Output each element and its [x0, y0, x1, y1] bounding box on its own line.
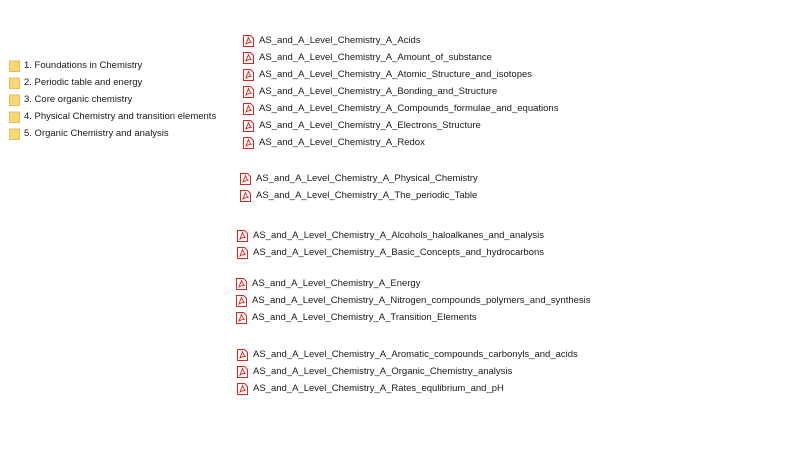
pdf-file-icon [240, 190, 251, 202]
pdf-file-icon [237, 349, 248, 361]
folder-list [9, 57, 216, 142]
file-label: AS_and_A_Level_Chemistry_A_Nitrogen_compounds_polymers_and_synthesis [252, 295, 591, 306]
pdf-file-icon [243, 103, 254, 115]
file-label: AS_and_A_Level_Chemistry_A_Basic_Concepts_and_hydrocarbons [253, 247, 544, 258]
file-item[interactable] [237, 244, 544, 261]
file-item[interactable] [243, 134, 558, 151]
pdf-file-icon [243, 69, 254, 81]
pdf-file-icon [243, 120, 254, 132]
file-label: AS_and_A_Level_Chemistry_A_Rates_equlibrium_and_pH [253, 383, 504, 394]
file-item[interactable] [237, 346, 578, 363]
pdf-file-icon [243, 86, 254, 98]
folder-icon [9, 111, 20, 123]
folder-icon [9, 77, 20, 89]
folder-label: 3. Core organic chemistry [24, 94, 133, 105]
file-item[interactable] [243, 83, 558, 100]
folder-icon [9, 60, 20, 72]
pdf-file-icon [236, 278, 247, 290]
file-item[interactable] [243, 49, 558, 66]
file-item[interactable] [237, 363, 578, 380]
file-label: AS_and_A_Level_Chemistry_A_Acids [259, 35, 421, 46]
file-label: AS_and_A_Level_Chemistry_A_Electrons_Structure [259, 120, 481, 131]
file-label: AS_and_A_Level_Chemistry_A_Energy [252, 278, 421, 289]
file-label: AS_and_A_Level_Chemistry_A_The_periodic_Table [256, 190, 478, 201]
file-label: AS_and_A_Level_Chemistry_A_Organic_Chemistry_analysis [253, 366, 513, 377]
pdf-file-icon [237, 383, 248, 395]
file-item[interactable] [236, 309, 591, 326]
file-item[interactable] [237, 227, 544, 244]
folder-label: 5. Organic Chemistry and analysis [24, 128, 169, 139]
file-group [237, 227, 544, 261]
folder-icon [9, 128, 20, 140]
pdf-file-icon [243, 35, 254, 47]
file-item[interactable] [243, 32, 558, 49]
folder-label: 2. Periodic table and energy [24, 77, 143, 88]
file-label: AS_and_A_Level_Chemistry_A_Alcohols_haloalkanes_and_analysis [253, 230, 544, 241]
file-label: AS_and_A_Level_Chemistry_A_Aromatic_compounds_carbonyls_and_acids [253, 349, 578, 360]
pdf-file-icon [237, 366, 248, 378]
file-group [237, 346, 578, 397]
file-group [240, 170, 478, 204]
pdf-file-icon [243, 137, 254, 149]
file-item[interactable] [237, 380, 578, 397]
file-item[interactable] [236, 292, 591, 309]
pdf-file-icon [240, 173, 251, 185]
folder-label: 4. Physical Chemistry and transition elements [24, 111, 217, 122]
folder-icon [9, 94, 20, 106]
file-label: AS_and_A_Level_Chemistry_A_Physical_Chemistry [256, 173, 478, 184]
pdf-file-icon [243, 52, 254, 64]
pdf-file-icon [236, 295, 247, 307]
folder-label: 1. Foundations in Chemistry [24, 60, 143, 71]
folder-item[interactable] [9, 91, 216, 108]
file-item[interactable] [243, 66, 558, 83]
folder-item[interactable] [9, 125, 216, 142]
pdf-file-icon [237, 230, 248, 242]
file-item[interactable] [243, 117, 558, 134]
folder-item[interactable] [9, 57, 216, 74]
file-item[interactable] [243, 100, 558, 117]
pdf-file-icon [237, 247, 248, 259]
file-label: AS_and_A_Level_Chemistry_A_Amount_of_substance [259, 52, 492, 63]
file-item[interactable] [236, 275, 591, 292]
file-label: AS_and_A_Level_Chemistry_A_Bonding_and_Structure [259, 86, 498, 97]
file-label: AS_and_A_Level_Chemistry_A_Compounds_formulae_and_equations [259, 103, 559, 114]
file-item[interactable] [240, 170, 478, 187]
file-item[interactable] [240, 187, 478, 204]
folder-item[interactable] [9, 74, 216, 91]
folder-item[interactable] [9, 108, 216, 125]
file-group [243, 32, 558, 151]
file-label: AS_and_A_Level_Chemistry_A_Transition_Elements [252, 312, 477, 323]
file-label: AS_and_A_Level_Chemistry_A_Atomic_Structure_and_isotopes [259, 69, 533, 80]
file-label: AS_and_A_Level_Chemistry_A_Redox [259, 137, 425, 148]
pdf-file-icon [236, 312, 247, 324]
file-group [236, 275, 591, 326]
